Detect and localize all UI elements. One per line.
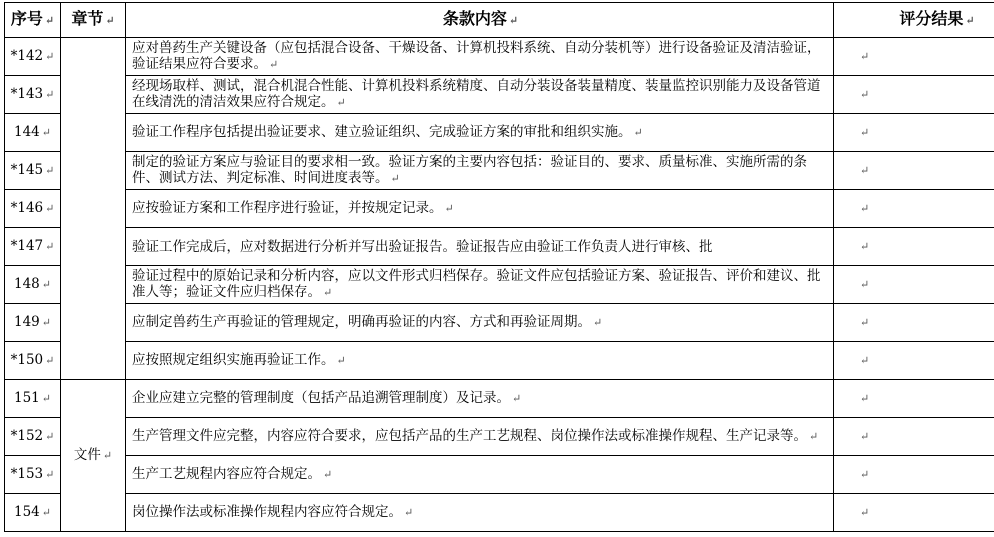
- row-no: *153 ↵: [5, 456, 61, 494]
- header-score: 评分结果 ↵: [834, 3, 994, 38]
- row-content: 应按照规定组织实施再验证工作。 ↵: [126, 342, 834, 380]
- score-cell[interactable]: ↵: [834, 418, 994, 456]
- score-cell[interactable]: ↵: [834, 190, 994, 228]
- table-row: [5, 456, 994, 494]
- audit-table: [4, 2, 994, 532]
- table-row: [5, 380, 994, 418]
- row-content: 经现场取样、测试，混合机混合性能、计算机投料系统精度、自动分装设备装量精度、装量监控识别能力及设备管道在线清洗的清洁效果应符合规定。 ↵: [126, 76, 834, 114]
- row-no: *150 ↵: [5, 342, 61, 380]
- header-content: 条款内容 ↵: [126, 3, 834, 38]
- table-row: [5, 114, 994, 152]
- row-content: 应按验证方案和工作程序进行验证，并按规定记录。 ↵: [126, 190, 834, 228]
- score-cell[interactable]: ↵: [834, 342, 994, 380]
- chapter-cell-documents: 文件 ↵: [61, 380, 126, 532]
- table-row: [5, 228, 994, 266]
- table-row: [5, 38, 994, 76]
- row-content: 应对兽药生产关键设备（应包括混合设备、干燥设备、计算机投料系统、自动分装机等）进行设备验证及清洁验证，验证结果应符合要求。 ↵: [126, 38, 834, 76]
- score-cell[interactable]: ↵: [834, 380, 994, 418]
- table-row: [5, 152, 994, 190]
- score-cell[interactable]: ↵: [834, 114, 994, 152]
- row-content: 验证过程中的原始记录和分析内容，应以文件形式归档保存。验证文件应包括验证方案、验证报告、评价和建议、批准人等；验证文件应归档保存。 ↵: [126, 266, 834, 304]
- header-no: 序号 ↵: [5, 3, 61, 38]
- score-cell[interactable]: ↵: [834, 456, 994, 494]
- row-no: *145 ↵: [5, 152, 61, 190]
- row-no: *152 ↵: [5, 418, 61, 456]
- table-header-row: [5, 3, 994, 38]
- score-cell[interactable]: ↵: [834, 266, 994, 304]
- score-cell[interactable]: ↵: [834, 304, 994, 342]
- row-no: *147 ↵: [5, 228, 61, 266]
- table-row: [5, 266, 994, 304]
- row-no: *146 ↵: [5, 190, 61, 228]
- row-content: 制定的验证方案应与验证目的要求相一致。验证方案的主要内容包括：验证目的、要求、质量标准、实施所需的条件、测试方法、判定标准、时间进度表等。 ↵: [126, 152, 834, 190]
- table-row: [5, 190, 994, 228]
- table-row: [5, 418, 994, 456]
- row-no: *143 ↵: [5, 76, 61, 114]
- row-no: 144 ↵: [5, 114, 61, 152]
- row-content: 验证工作程序包括提出验证要求、建立验证组织、完成验证方案的审批和组织实施。 ↵: [126, 114, 834, 152]
- row-content: 生产工艺规程内容应符合规定。 ↵: [126, 456, 834, 494]
- header-chapter: 章节 ↵: [61, 3, 126, 38]
- row-no: 148 ↵: [5, 266, 61, 304]
- row-content: 应制定兽药生产再验证的管理规定，明确再验证的内容、方式和再验证周期。 ↵: [126, 304, 834, 342]
- row-content: 企业应建立完整的管理制度（包括产品追溯管理制度）及记录。 ↵: [126, 380, 834, 418]
- score-cell[interactable]: ↵: [834, 152, 994, 190]
- row-no: *142 ↵: [5, 38, 61, 76]
- score-cell[interactable]: ↵: [834, 76, 994, 114]
- table-row: [5, 76, 994, 114]
- row-content: 岗位操作法或标准操作规程内容应符合规定。 ↵: [126, 494, 834, 532]
- row-no: 151 ↵: [5, 380, 61, 418]
- row-no: 149 ↵: [5, 304, 61, 342]
- row-content: 验证工作完成后，应对数据进行分析并写出验证报告。验证报告应由验证工作负责人进行审核、批: [126, 228, 834, 266]
- chapter-cell-validation: [61, 38, 126, 380]
- table-row: [5, 494, 994, 532]
- score-cell[interactable]: ↵: [834, 494, 994, 532]
- score-cell[interactable]: ↵: [834, 38, 994, 76]
- row-no: 154 ↵: [5, 494, 61, 532]
- row-content: 生产管理文件应完整，内容应符合要求，应包括产品的生产工艺规程、岗位操作法或标准操作规程、生产记录等。 ↵: [126, 418, 834, 456]
- score-cell[interactable]: ↵: [834, 228, 994, 266]
- table-row: [5, 342, 994, 380]
- table-row: [5, 304, 994, 342]
